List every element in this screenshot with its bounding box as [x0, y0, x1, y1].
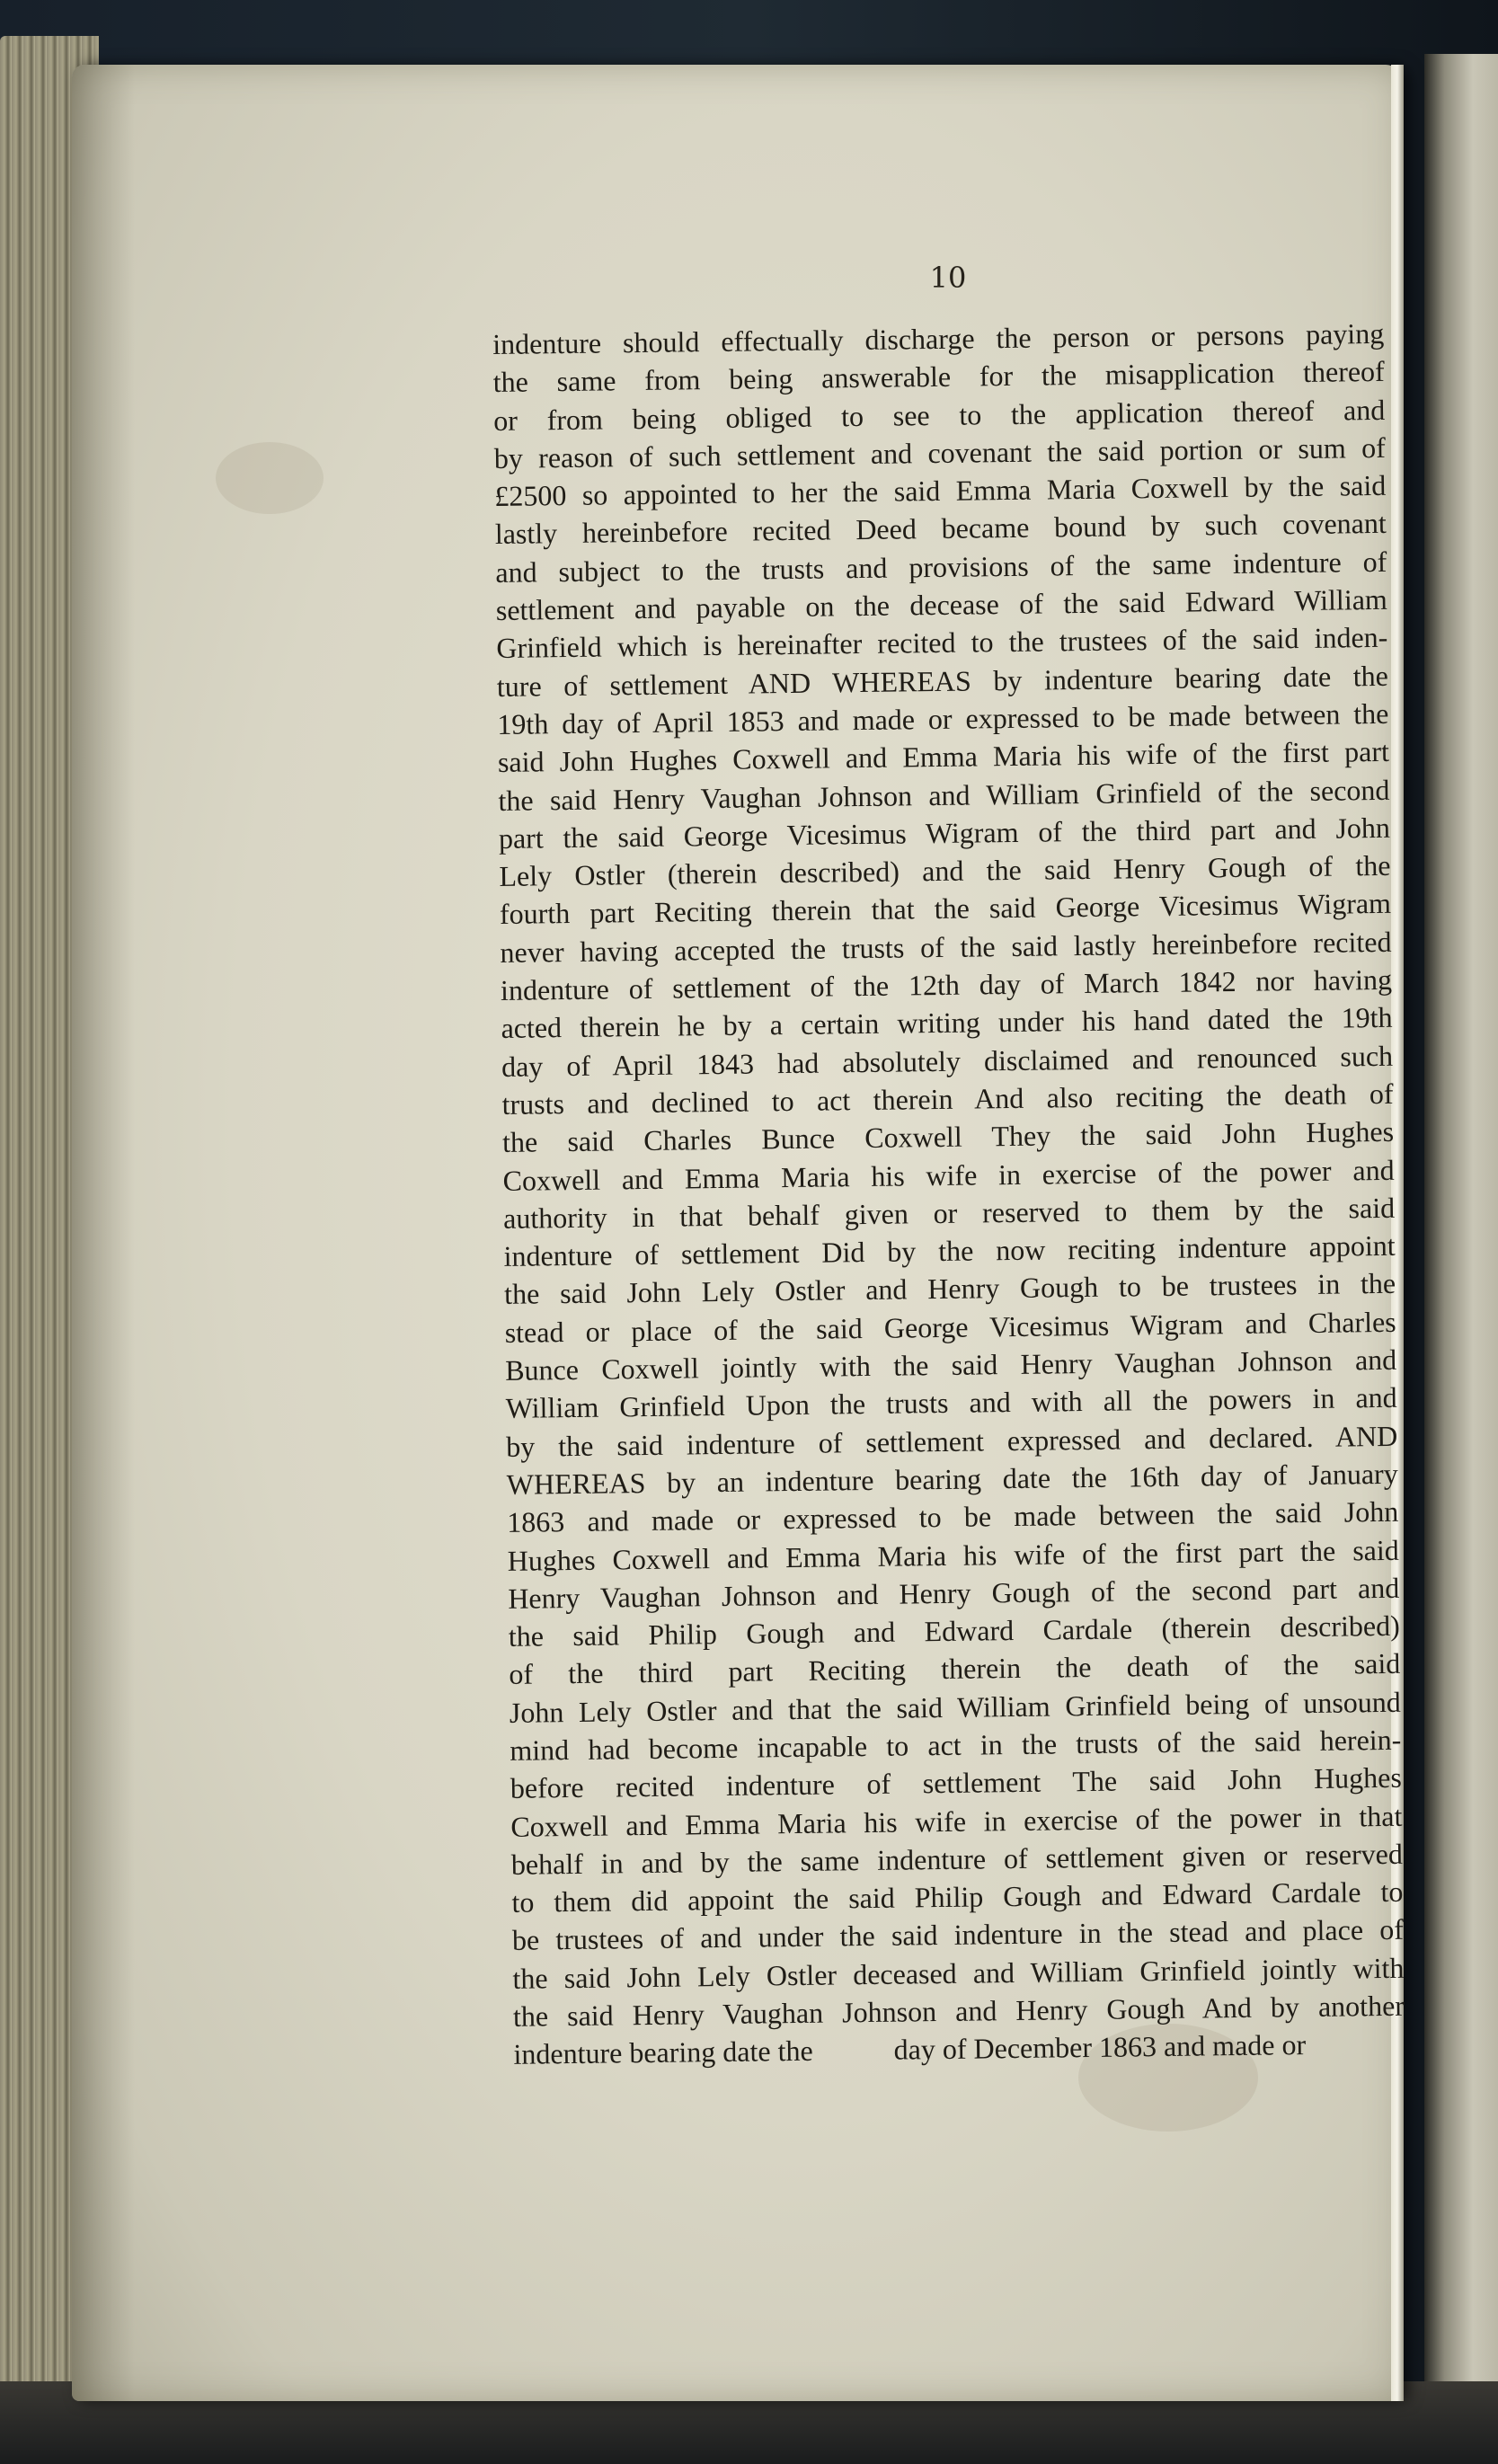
text-line: behalf in and by the same indenture of settlement given or reserved	[510, 1837, 1404, 1881]
text-line: Hughes Coxwell and Emma Maria his wife of the first part the said	[507, 1533, 1399, 1577]
text-line: lastly hereinbefore recited Deed became bound by such covenant	[494, 507, 1387, 551]
blank-date-space	[813, 2060, 894, 2061]
text-line: indenture of settlement of the 12th day of March 1842 nor having	[500, 962, 1393, 1006]
page-stain	[216, 442, 324, 514]
text-line: ture of settlement AND WHEREAS by indenture bearing date the	[496, 659, 1389, 703]
text-line: stead or place of the said George Vicesimus Wigram and Charles	[504, 1305, 1396, 1349]
text-line: or from being obliged to see to the application thereof and	[493, 393, 1386, 437]
text-line: the same from being answerable for the misapplication thereof	[492, 355, 1385, 399]
text-line: John Lely Ostler and that the said William Grinfield being of unsound	[509, 1685, 1402, 1729]
text-line: said John Hughes Coxwell and Emma Maria his wife of the first part	[497, 735, 1390, 779]
text-line: before recited indenture of settlement The said John Hughes	[510, 1761, 1403, 1805]
text-line: indenture should effectually discharge the person or persons paying	[492, 316, 1385, 360]
text-line: the said Henry Vaughan Johnson and William Grinfield of the second	[498, 773, 1390, 817]
text-line: Coxwell and Emma Maria his wife in exercise of the power and	[502, 1153, 1395, 1197]
text-line: by the said indenture of settlement expressed and declared. AND	[506, 1419, 1398, 1463]
text-line: the said John Lely Ostler and Henry Gough to be trustees in the	[503, 1267, 1396, 1311]
text-line: and subject to the trusts and provisions of the same indenture of	[495, 545, 1387, 589]
text-line: settlement and payable on the decease of the said Edward William	[495, 582, 1388, 627]
text-line: fourth part Reciting therein that the said George Vicesimus Wigram	[499, 887, 1392, 931]
text-line: William Grinfield Upon the trusts and with all the powers in and	[505, 1381, 1397, 1425]
text-line: the said John Lely Ostler deceased and William Grinfield jointly with	[512, 1951, 1405, 1995]
text-line: the said Henry Vaughan Johnson and Henry Gough And by another	[512, 1989, 1405, 2033]
text-line: Lely Ostler (therein described) and the said Henry Gough of the	[499, 848, 1391, 893]
text-line: Coxwell and Emma Maria his wife in exercise of the power in that	[510, 1799, 1403, 1843]
page-number: 10	[929, 261, 967, 295]
text-line: authority in that behalf given or reserved to them by the said	[502, 1191, 1396, 1235]
text-line: never having accepted the trusts of the said lastly hereinbefore recited	[500, 925, 1392, 969]
text-line: mind had become incapable to act in the trusts of the said herein-	[510, 1723, 1402, 1767]
text-line: by reason of such settlement and covenant the said portion or sum of	[493, 430, 1386, 474]
text-line: to them did appoint the said Philip Gough and Edward Cardale to	[511, 1875, 1404, 1919]
text-line: day of April 1843 had absolutely disclaimed and renounced such	[501, 1039, 1394, 1083]
text-line: WHEREAS by an indenture bearing date the 16th day of January	[506, 1457, 1398, 1501]
right-facing-page-edge	[1424, 54, 1498, 2426]
body-text	[492, 315, 1405, 2074]
text-line: be trustees of and under the said indenture in the stead and place of	[511, 1913, 1405, 1957]
text-line: of the third part Reciting therein the death of the said	[509, 1647, 1401, 1691]
text-line: Bunce Coxwell jointly with the said Henry Vaughan Johnson and	[504, 1343, 1397, 1387]
text-line: trusts and declined to act therein And also reciting the death of	[501, 1077, 1394, 1121]
text-line: Grinfield which is hereinafter recited to the trustees of the said inden-	[496, 621, 1388, 665]
text-line: £2500 so appointed to her the said Emma Maria Coxwell by the said	[494, 469, 1387, 513]
text-line: the said Charles Bunce Coxwell They the said John Hughes	[501, 1115, 1395, 1159]
text-line: 19th day of April 1853 and made or expressed to be made between the	[497, 696, 1389, 740]
text-line: the said Philip Gough and Edward Cardale (therein described)	[508, 1609, 1400, 1653]
final-line-end: day of December 1863 and made or	[893, 2028, 1307, 2067]
text-line: Henry Vaughan Johnson and Henry Gough of the second part and	[508, 1571, 1400, 1615]
text-line: acted therein he by a certain writing under his hand dated the 19th	[501, 1001, 1393, 1045]
text-line: 1863 and made or expressed to be made between the said John	[507, 1494, 1399, 1539]
text-line: part the said George Vicesimus Wigram of the third part and John	[498, 811, 1391, 855]
gutter-shadow	[72, 65, 135, 2401]
final-line-start: indenture bearing date the	[513, 2034, 813, 2071]
text-line: indenture of settlement Did by the now reciting indenture appoint	[503, 1228, 1396, 1273]
